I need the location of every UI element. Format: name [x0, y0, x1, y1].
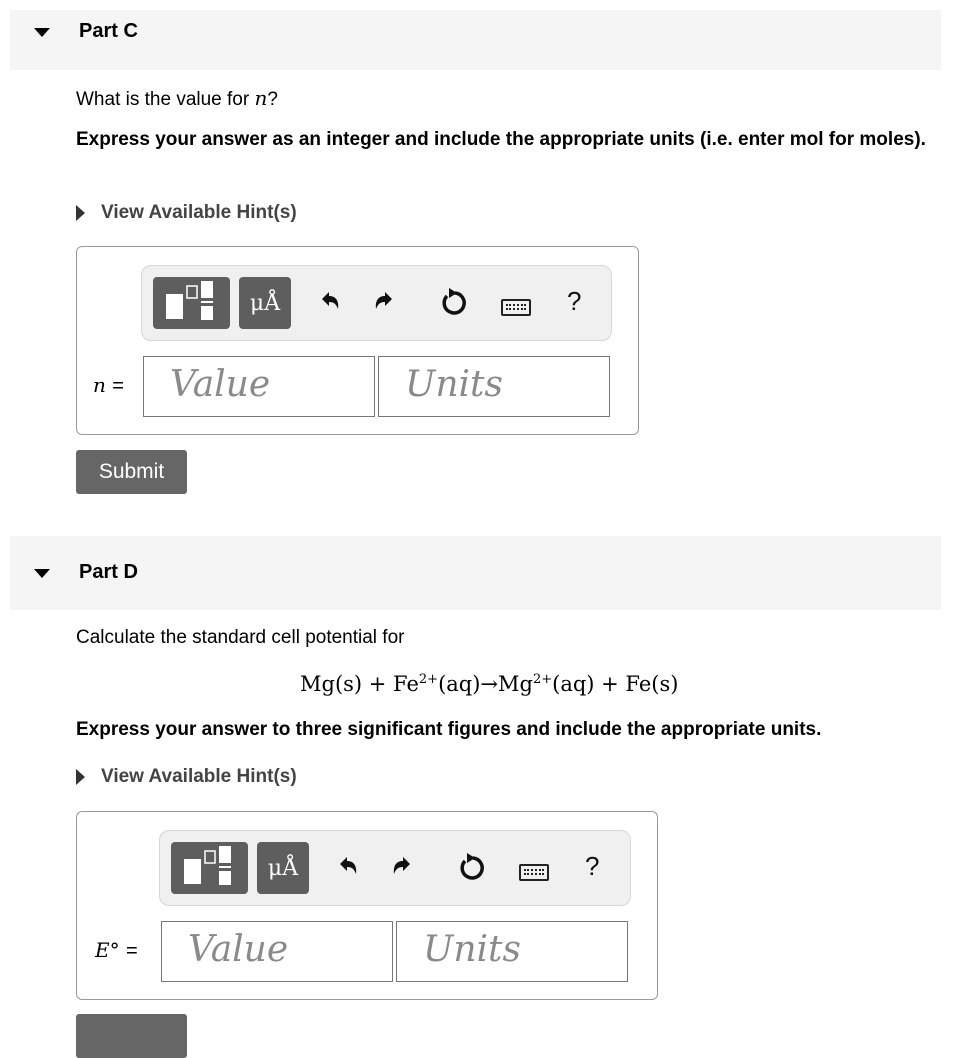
reset-icon[interactable] [433, 282, 473, 322]
help-button[interactable]: ? [585, 851, 600, 881]
undo-icon[interactable] [310, 282, 350, 322]
part-c-question: What is the value for n? [76, 86, 278, 110]
templates-button[interactable] [153, 277, 230, 329]
math-toolbar [141, 265, 612, 341]
value-input[interactable]: Value [143, 356, 375, 417]
submit-button[interactable]: Submit [76, 450, 187, 494]
templates-button[interactable] [171, 842, 248, 894]
collapse-caret-icon[interactable] [34, 28, 50, 37]
part-c-header[interactable] [10, 10, 941, 70]
redo-icon[interactable] [382, 847, 422, 887]
answer-label: n = [93, 373, 124, 397]
part-d-question: Calculate the standard cell potential for [76, 627, 405, 648]
submit-button-partial[interactable] [76, 1014, 187, 1058]
math-toolbar [159, 830, 631, 906]
hint-link[interactable]: View Available Hint(s) [101, 202, 297, 223]
units-button[interactable]: μÅ [257, 842, 309, 894]
part-d-answer-box [76, 811, 658, 1000]
units-button[interactable]: μÅ [239, 277, 291, 329]
part-d-title: Part D [79, 561, 138, 583]
part-c-instruction: Express your answer as an integer and include the appropriate units (i.e. enter mol for moles). [76, 129, 926, 150]
expand-triangle-icon [76, 769, 85, 785]
answer-label: E° = [95, 938, 138, 962]
units-input[interactable]: Units [378, 356, 610, 417]
undo-icon[interactable] [328, 847, 368, 887]
reaction-equation: $Mg(s) + Fe^{2+}(aq)\to Mg^{2+}(aq) + Fe(s)$ [300, 672, 679, 696]
collapse-caret-icon[interactable] [34, 569, 50, 578]
part-d-instruction: Express your answer to three significant figures and include the appropriate units. [76, 719, 822, 740]
redo-icon[interactable] [364, 282, 404, 322]
help-button[interactable]: ? [567, 286, 582, 316]
fraction-template-icon [171, 842, 248, 894]
fraction-template-icon [153, 277, 230, 329]
units-input[interactable]: Units [396, 921, 628, 982]
keyboard-icon[interactable] [519, 864, 549, 881]
expand-triangle-icon [76, 205, 85, 221]
reset-icon[interactable] [451, 847, 491, 887]
keyboard-icon[interactable] [501, 299, 531, 316]
part-c-title: Part C [79, 20, 138, 42]
hint-link[interactable]: View Available Hint(s) [101, 766, 297, 787]
part-c-answer-box [76, 246, 639, 435]
part-d-header[interactable] [10, 536, 941, 610]
value-input[interactable]: Value [161, 921, 393, 982]
